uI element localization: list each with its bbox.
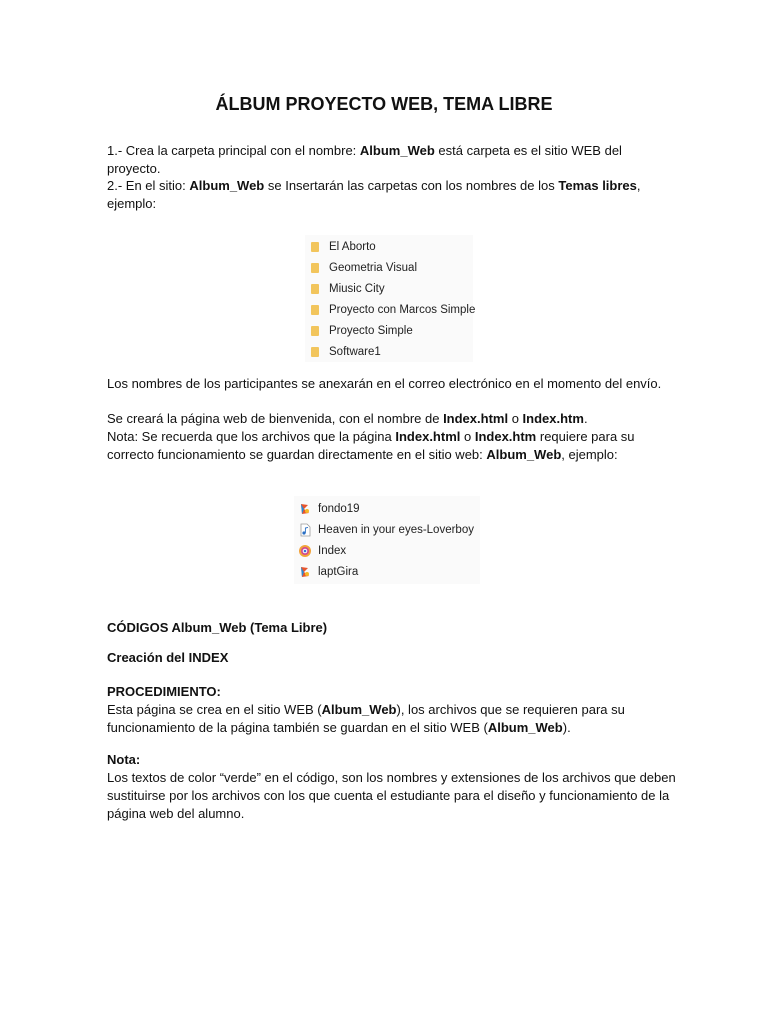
folder-name: Proyecto Simple xyxy=(329,324,413,337)
nota-1 xyxy=(107,428,677,464)
file-item xyxy=(294,540,346,561)
browser-file-icon xyxy=(298,544,312,558)
nota-2-section xyxy=(107,751,677,823)
folder-icon xyxy=(311,326,319,336)
nota-2-line: página web del alumno. xyxy=(107,806,245,821)
step-2-site-name: Album_Web xyxy=(189,178,265,193)
image-viewer-icon xyxy=(298,565,312,579)
file-list-image xyxy=(294,496,480,584)
procedimiento-heading: PROCEDIMIENTO: xyxy=(107,684,221,699)
welcome-text: Se creará la página web de bienvenida, con el nombre de xyxy=(107,411,444,426)
file-name: Index xyxy=(318,544,347,557)
creacion-heading: Creación del INDEX xyxy=(107,650,229,665)
folder-icon xyxy=(311,263,319,273)
file-name: laptGira xyxy=(318,565,359,578)
step-1 xyxy=(107,142,677,178)
file-item xyxy=(294,561,358,582)
procedimiento-section xyxy=(107,683,677,737)
step-2-temas: Temas libres xyxy=(558,178,637,193)
folder-icon xyxy=(311,347,319,357)
audio-file-icon xyxy=(298,523,312,537)
nota-1-or: o xyxy=(460,429,475,444)
nota-1-site-name: Album_Web xyxy=(486,447,562,462)
file-name: fondo19 xyxy=(318,502,360,515)
step-1-text-end: está carpeta es el sitio WEB del proyecto. xyxy=(107,143,622,176)
image-viewer-icon xyxy=(298,502,312,516)
folder-item xyxy=(305,257,417,278)
procedimiento-site-name-2: Album_Web xyxy=(487,720,563,735)
step-2 xyxy=(107,177,677,213)
nota-1-text-2: requiere para su xyxy=(536,429,635,444)
folder-name: Geometria Visual xyxy=(329,261,417,274)
folder-name: El Aborto xyxy=(329,240,376,253)
folder-item xyxy=(305,341,381,362)
folder-item xyxy=(305,320,413,341)
folder-item xyxy=(305,278,385,299)
folder-item xyxy=(305,299,475,320)
nota-1-index-html: Index.html xyxy=(395,429,461,444)
document-title: ÁLBUM PROYECTO WEB, TEMA LIBRE xyxy=(215,94,553,114)
welcome-or: o xyxy=(508,411,523,426)
folder-item xyxy=(305,236,376,257)
folder-list-image xyxy=(305,235,476,362)
step-1-folder-name: Album_Web xyxy=(359,143,435,158)
welcome-period: . xyxy=(583,411,588,426)
step-2-comma: , xyxy=(636,178,641,193)
step-2-text-mid: se Insertarán las carpetas con los nombres de los xyxy=(264,178,559,193)
procedimiento-text: Esta página se crea en el sitio WEB ( xyxy=(107,702,322,717)
nota-1-text: Nota: Se recuerda que los archivos que la página xyxy=(107,429,396,444)
folder-icon xyxy=(311,242,319,252)
nota-2-heading: Nota: xyxy=(107,752,141,767)
folder-name: Proyecto con Marcos Simple xyxy=(329,303,476,316)
folder-icon xyxy=(311,305,319,315)
procedimiento-text-2: ), los archivos que se requieren para su xyxy=(396,702,625,717)
index-html: Index.html xyxy=(443,411,509,426)
folder-icon xyxy=(311,284,319,294)
step-1-text: 1.- Crea la carpeta principal con el nombre: xyxy=(107,143,360,158)
nota-1-ejemplo: , ejemplo: xyxy=(561,447,618,462)
file-item xyxy=(294,498,360,519)
index-htm: Index.htm xyxy=(522,411,584,426)
procedimiento-text-3: funcionamiento de la página también se guardan en el sitio WEB ( xyxy=(107,720,488,735)
folder-name: Software1 xyxy=(329,345,381,358)
participants-note: Los nombres de los participantes se anexarán en el correo electrónico en el momento del envío. xyxy=(107,376,662,391)
nota-1-index-htm: Index.htm xyxy=(474,429,537,444)
file-name: Heaven in your eyes-Loverboy xyxy=(318,523,474,536)
codigos-heading: CÓDIGOS Album_Web (Tema Libre) xyxy=(107,620,328,635)
nota-2-line: Los textos de color “verde” en el código, son los nombres y extensiones de los archivos que deben xyxy=(107,770,676,785)
nota-1-text-3: correcto funcionamiento se guardan directamente en el sitio web: xyxy=(107,447,487,462)
file-item xyxy=(294,519,474,540)
procedimiento-site-name: Album_Web xyxy=(321,702,397,717)
nota-2-line: sustituirse por los archivos con los que cuenta el estudiante para el diseño y funcionamiento de la xyxy=(107,788,670,803)
procedimiento-end: ). xyxy=(562,720,571,735)
folder-name: Miusic City xyxy=(329,282,385,295)
step-2-text: 2.- En el sitio: xyxy=(107,178,190,193)
welcome-paragraph xyxy=(107,410,677,428)
step-2-ejemplo: ejemplo: xyxy=(107,196,157,211)
